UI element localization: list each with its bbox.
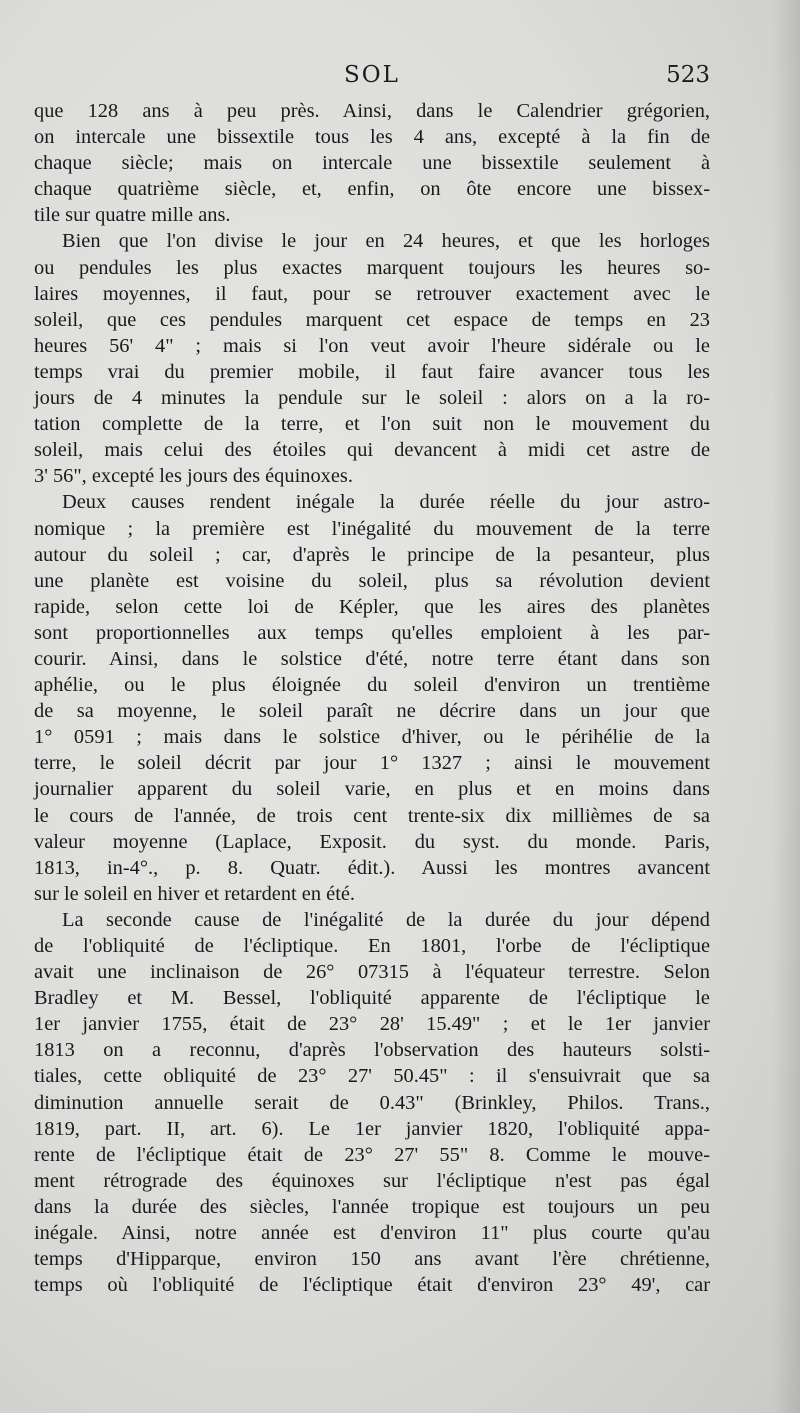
text-line: tiales, cette obliquité de 23° 27' 50.45" : il s'ensuivrait que sa: [34, 1065, 710, 1088]
body-text: [34, 98, 710, 1298]
text-line: sont proportionnelles aux temps qu'elles emploient à les par-: [34, 621, 710, 644]
text-line: dans la durée des siècles, l'année tropique est toujours un peu: [34, 1195, 710, 1218]
text-line: 3' 56", excepté les jours des équinoxes.: [34, 465, 353, 488]
text-line: avait une inclinaison de 26° 07315 à l'équateur terrestre. Selon: [34, 961, 710, 984]
text-line: ou pendules les plus exactes marquent toujours les heures so-: [34, 256, 710, 279]
text-line: heures 56' 4" ; mais si l'on veut avoir l'heure sidérale ou le: [34, 334, 710, 357]
page-header: [34, 62, 710, 94]
text-line: de l'obliquité de l'écliptique. En 1801, l'orbe de l'écliptique: [34, 935, 710, 957]
text-line: diminution annuelle serait de 0.43" (Brinkley, Philos. Trans.,: [34, 1091, 710, 1114]
text-line: sur le soleil en hiver et retardent en été.: [34, 882, 356, 905]
paragraph: [34, 228, 710, 489]
text-line: inégale. Ainsi, notre année est d'environ 11" plus courte qu'au: [34, 1222, 710, 1245]
text-line: tile sur quatre mille ans.: [34, 204, 231, 227]
text-line: 1° 0591 ; mais dans le solstice d'hiver, ou le périhélie de la: [34, 726, 710, 749]
text-line: temps d'Hipparque, environ 150 ans avant l'ère chrétienne,: [34, 1248, 710, 1271]
text-line: 1er janvier 1755, était de 23° 28' 15.49" ; et le 1er janvier: [34, 1013, 710, 1036]
text-line: de sa moyenne, le soleil paraît ne décrire dans un jour que: [34, 700, 710, 723]
text-line: nomique ; la première est l'inégalité du mouvement de la terre: [34, 517, 710, 540]
text-line: autour du soleil ; car, d'après le principe de la pesanteur, plus: [34, 543, 710, 566]
text-line: rente de l'écliptique était de 23° 27' 55" 8. Comme le mouve-: [34, 1143, 710, 1166]
text-line: Bien que l'on divise le jour en 24 heures, et que les horloges: [62, 230, 710, 253]
text-line: on intercale une bissextile tous les 4 ans, excepté à la fin de: [34, 126, 710, 149]
text-line: jours de 4 minutes la pendule sur le soleil : alors on a la ro-: [34, 387, 710, 410]
text-line: rapide, selon cette loi de Képler, que les aires des planètes: [34, 595, 710, 618]
paragraph: [34, 489, 710, 907]
text-line: terre, le soleil décrit par jour 1° 1327 ; ainsi le mouvement: [34, 752, 710, 775]
text-line: La seconde cause de l'inégalité de la durée du jour dépend: [62, 908, 710, 931]
text-line: aphélie, ou le plus éloignée du soleil d'environ un trentième: [34, 674, 710, 697]
text-line: chaque siècle; mais on intercale une bissextile seulement à: [34, 152, 710, 175]
paragraph: [34, 907, 710, 1298]
text-line: Bradley et M. Bessel, l'obliquité apparente de l'écliptique le: [34, 987, 710, 1010]
text-line: ment rétrograde des équinoxes sur l'écliptique n'est pas égal: [34, 1169, 710, 1192]
page-number: 523: [666, 62, 710, 88]
text-line: 1813, in-4°., p. 8. Quatr. édit.). Aussi les montres avancent: [34, 856, 710, 879]
text-line: le cours de l'année, de trois cent trente-six dix millièmes de sa: [34, 804, 710, 827]
text-line: 1819, part. II, art. 6). Le 1er janvier 1820, l'obliquité appa-: [34, 1117, 710, 1140]
text-line: une planète est voisine du soleil, plus sa révolution devient: [34, 569, 710, 592]
page-edge-shadow: [772, 0, 800, 1413]
text-line: que 128 ans à peu près. Ainsi, dans le Calendrier grégorien,: [34, 100, 710, 122]
text-line: 1813 on a reconnu, d'après l'observation des hauteurs solsti-: [34, 1039, 710, 1062]
text-line: soleil, mais celui des étoiles qui devancent à midi cet astre de: [34, 439, 710, 462]
text-line: laires moyennes, il faut, pour se retrouver exactement avec le: [34, 282, 710, 305]
text-line: temps vrai du premier mobile, il faut faire avancer tous les: [34, 360, 710, 383]
running-head: SOL: [344, 62, 400, 88]
text-line: courir. Ainsi, dans le solstice d'été, notre terre étant dans son: [34, 647, 710, 670]
text-line: valeur moyenne (Laplace, Exposit. du syst. du monde. Paris,: [34, 830, 710, 853]
text-line: Deux causes rendent inégale la durée réelle du jour astro-: [62, 491, 710, 514]
text-line: tation complette de la terre, et l'on suit non le mouvement du: [34, 413, 710, 436]
text-line: journalier apparent du soleil varie, en plus et en moins dans: [34, 778, 710, 801]
text-line: chaque quatrième siècle, et, enfin, on ôte encore une bissex-: [34, 178, 710, 201]
text-line: temps où l'obliquité de l'écliptique était d'environ 23° 49', car: [34, 1274, 710, 1297]
text-line: soleil, que ces pendules marquent cet espace de temps en 23: [34, 308, 710, 331]
paragraph: [34, 98, 710, 228]
